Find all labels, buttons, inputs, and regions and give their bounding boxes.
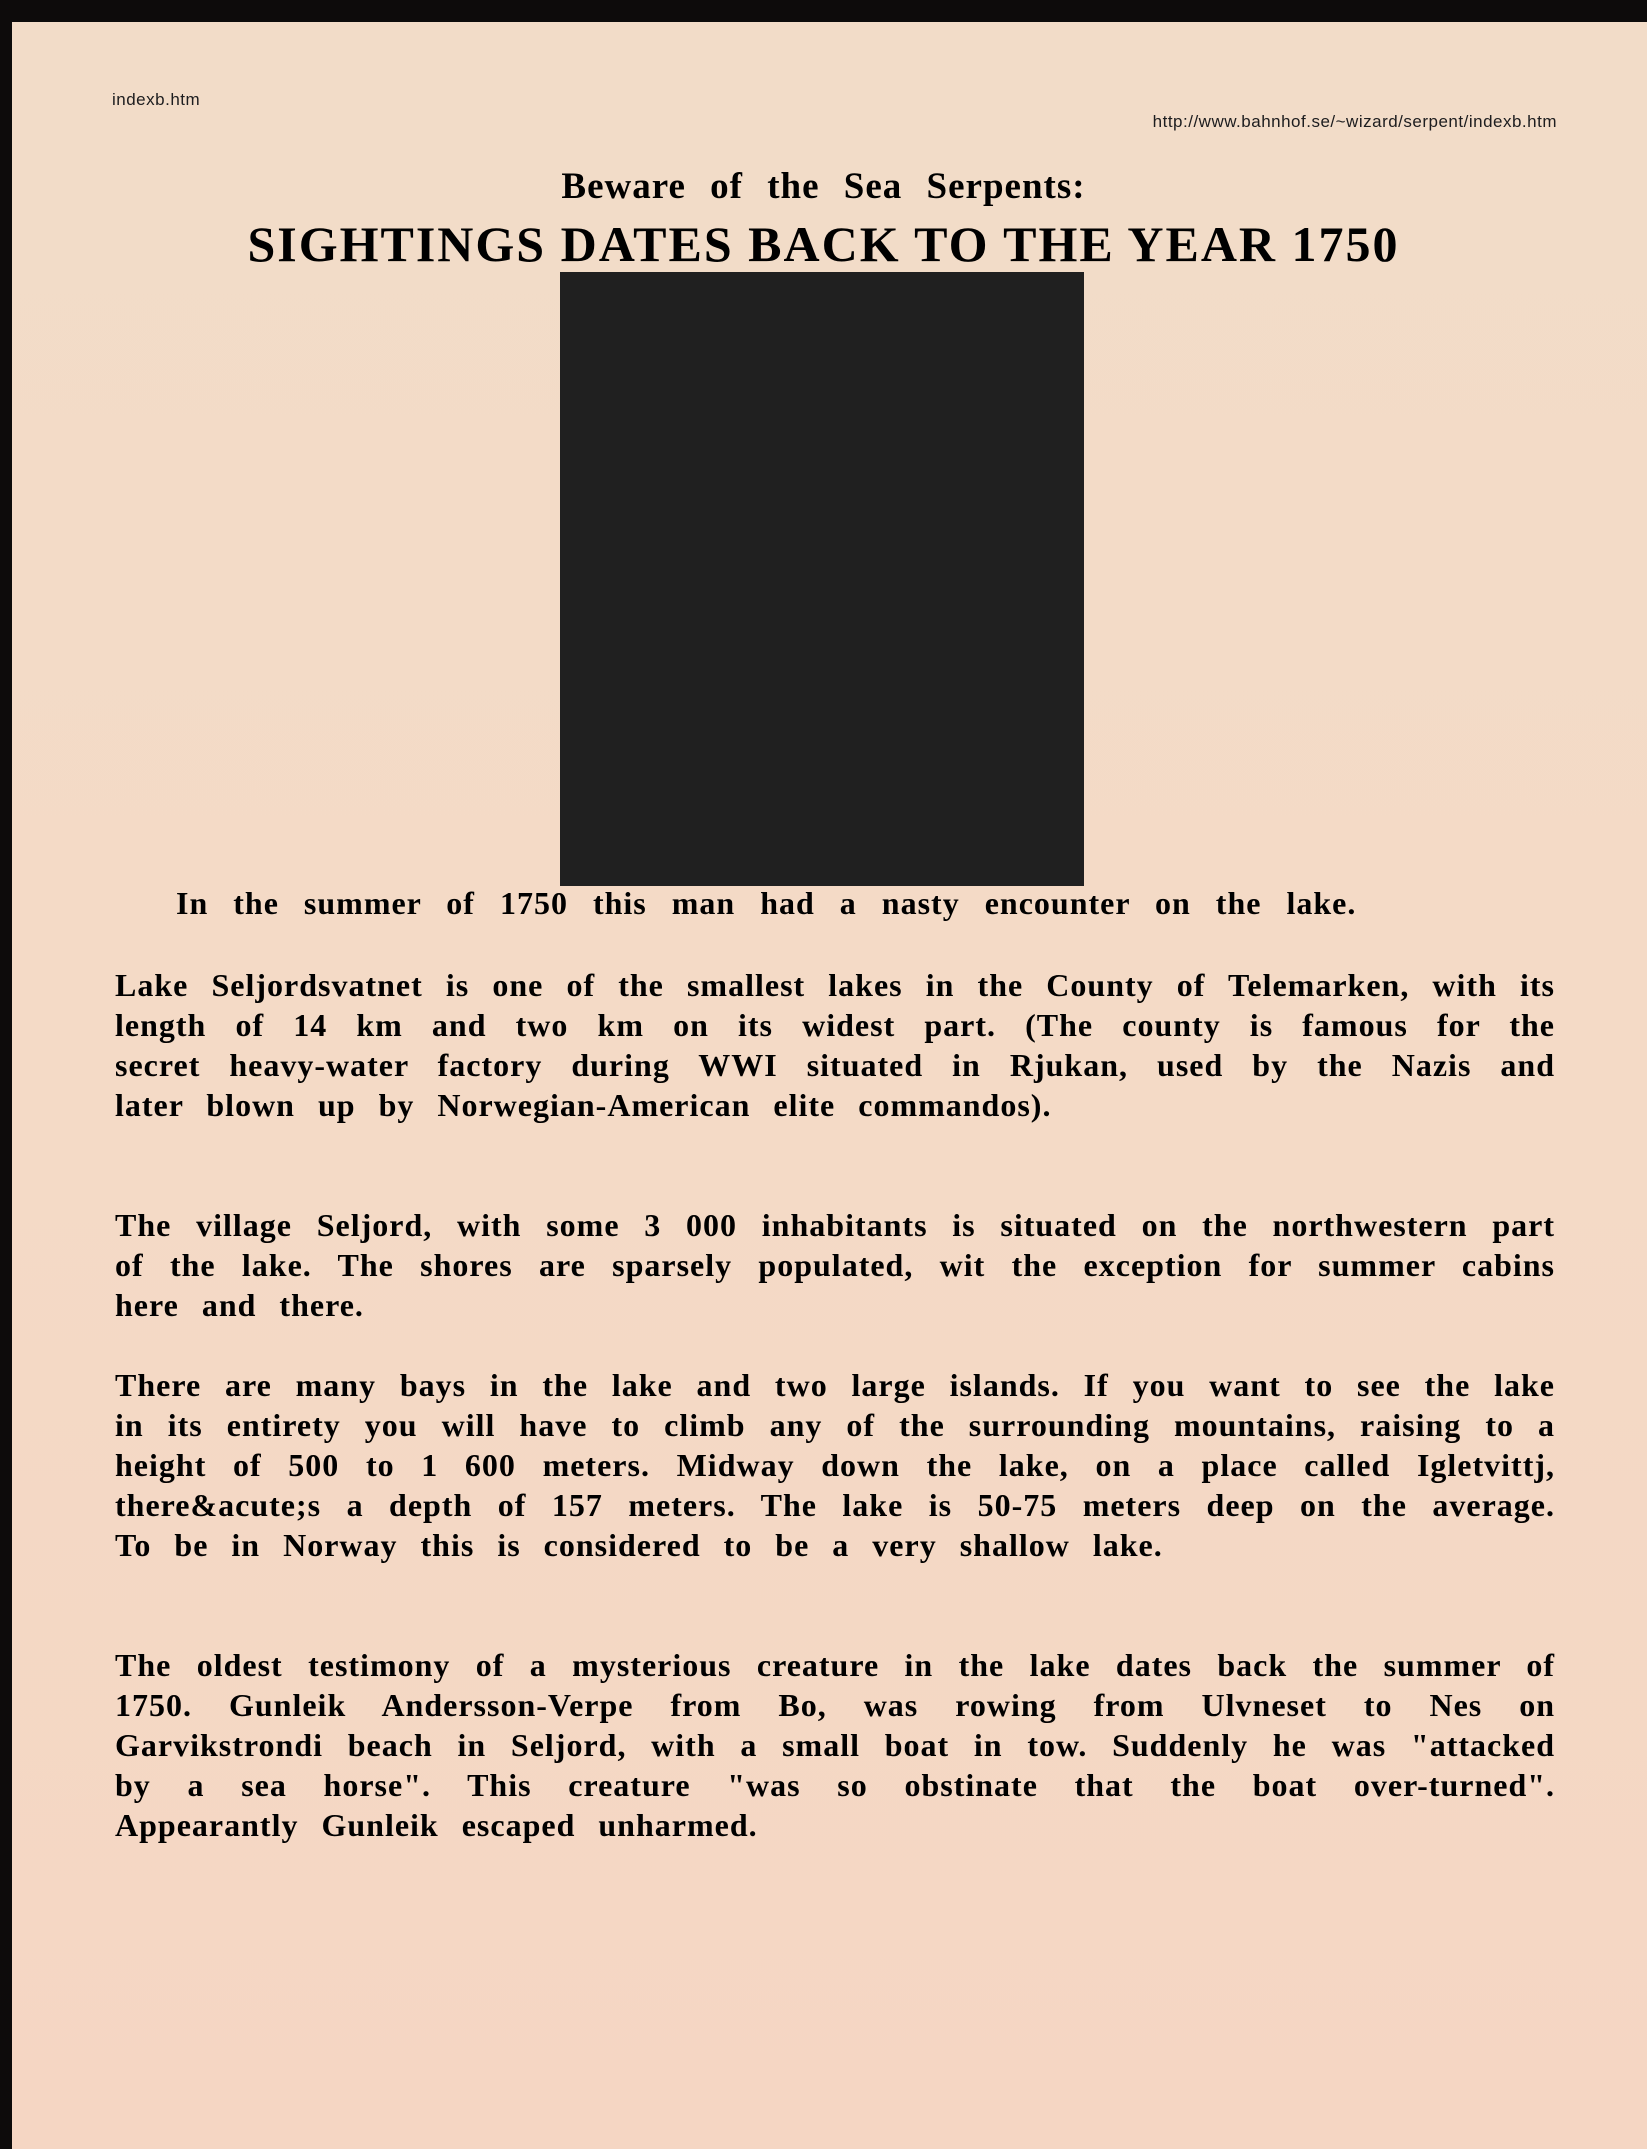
photo-caption: In the summer of 1750 this man had a nasty encounter on the lake. [176,885,1357,921]
dark-photo [560,272,1084,886]
article-subtitle: Beware of the Sea Serpents: [561,166,1086,207]
header-url: http://www.bahnhof.se/~wizard/serpent/indexb.htm [1152,112,1557,131]
paragraph-bays-depth: There are many bays in the lake and two large islands. If you want to see the lake in its entirety you will have to climb any of the surrounding mountains, raising to a height of 500 to 1 600 meters. Midway down the lake, on a place called Igletvittj, there&acute;s a depth of 157 meters. The lake is 50-75 meters deep on the average. To be in Norway this is considered to be a very shallow lake. [115,1367,1555,1563]
header-filename: indexb.htm [112,90,201,109]
paragraph-oldest-testimony: The oldest testimony of a mysterious creature in the lake dates back the summer of 1750. Gunleik Andersson-Verpe from Bo, was rowing from Ulvneset to Nes on Garvikstrondi beach in Seljord, with a small boat in tow. Suddenly he was "attacked by a sea horse". This creature "was so obstinate that the boat over-turned". Appearantly Gunleik escaped unharmed. [115,1647,1555,1843]
paragraph-village: The village Seljord, with some 3 000 inhabitants is situated on the northwestern part of the lake. The shores are sparsely populated, wit the exception for summer cabins here and there. [115,1207,1555,1323]
article-title: SIGHTINGS DATES BACK TO THE YEAR 1750 [247,216,1400,272]
paragraph-lake-size: Lake Seljordsvatnet is one of the smallest lakes in the County of Telemarken, with its length of 14 km and two km on its widest part. (The county is famous for the secret heavy-water factory during WWI situated in Rjukan, used by the Nazis and later blown up by Norwegian-American elite commandos). [115,967,1555,1123]
